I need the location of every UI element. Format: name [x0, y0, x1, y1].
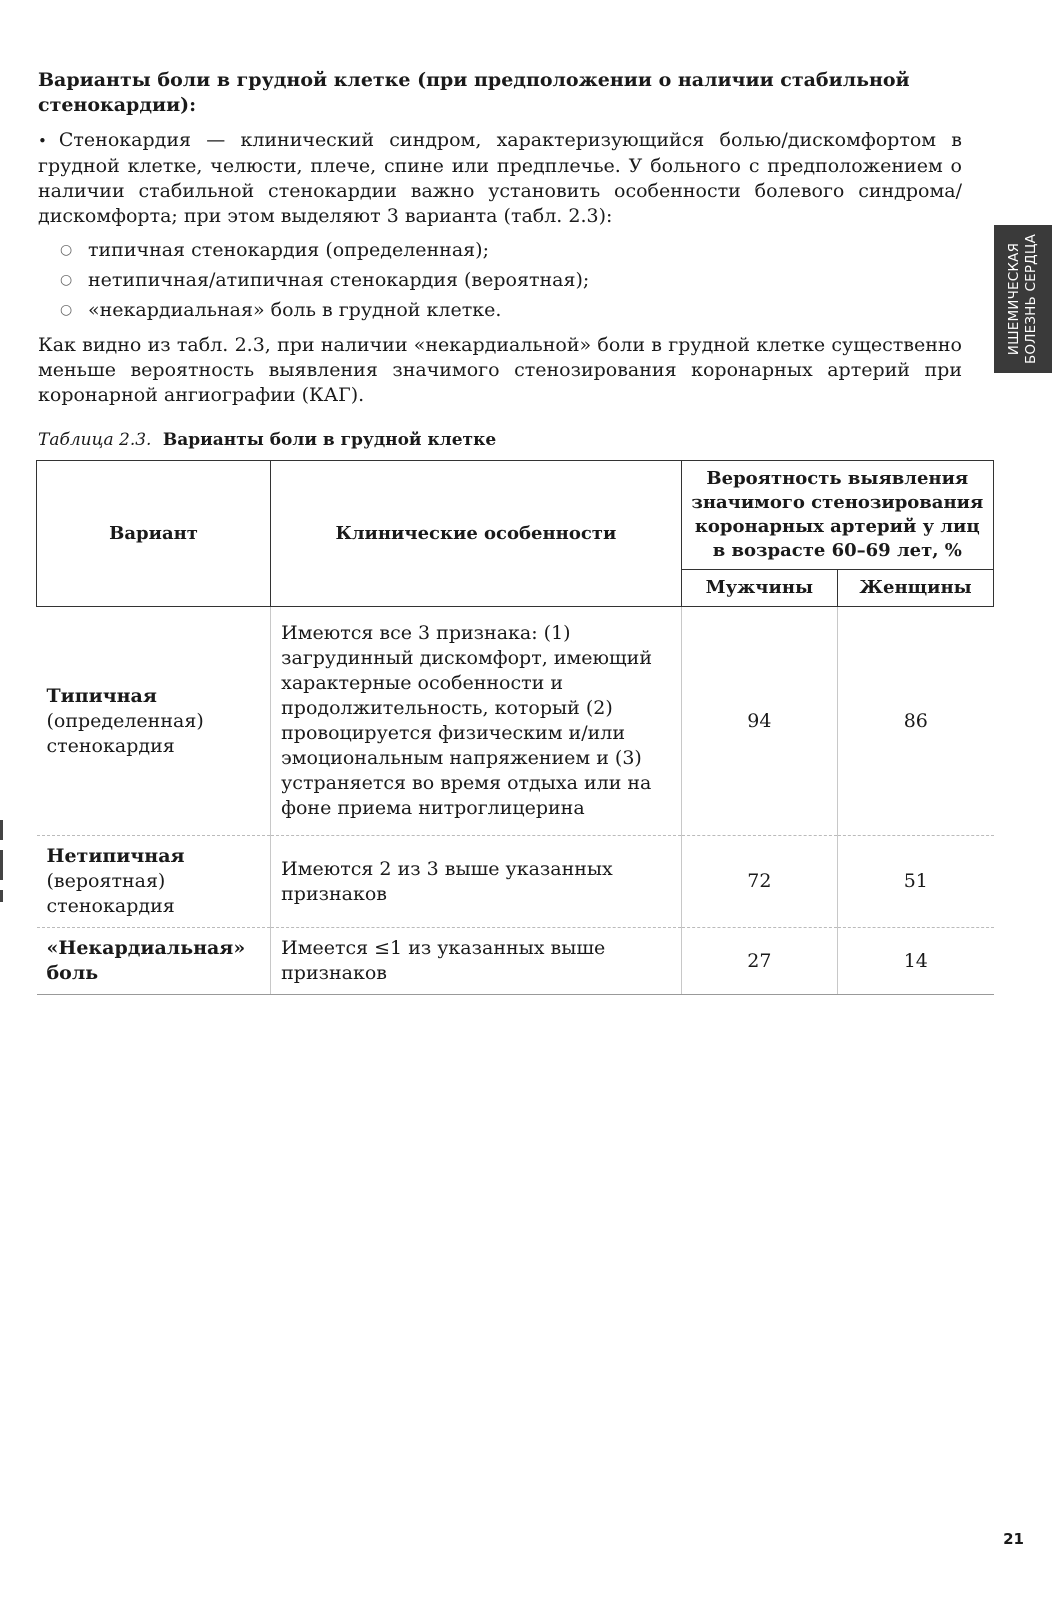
- margin-scan-marks: [0, 820, 4, 970]
- variant-list: [38, 235, 962, 325]
- section-heading: Варианты боли в грудной клетке (при предположении о наличии стабильной стенокардии):: [38, 69, 910, 116]
- page-number: 21: [1003, 1530, 1024, 1548]
- variant-cell: [37, 928, 271, 995]
- features-cell: Имеются 2 из 3 выше указанных признаков: [271, 836, 682, 928]
- margin-mark: [0, 820, 3, 840]
- men-value-cell: 72: [681, 836, 837, 928]
- variant-name-bold: «Некардиальная» боль: [46, 937, 246, 984]
- header-features: Клинические особенности: [271, 461, 682, 607]
- side-tab-line1: ИШЕМИЧЕСКАЯ: [1006, 242, 1022, 356]
- women-value-cell: 14: [838, 928, 994, 995]
- men-value-cell: 27: [681, 928, 837, 995]
- table-row: [37, 928, 994, 995]
- features-cell: Имеются все 3 признака: (1) загрудинный дискомфорт, имеющий характерные особенности и продолжительность, который (2) провоцируется физическим и/или эмоциональным напряжением и (3) устраняется во время отдыха или на фоне приема нитроглицерина: [271, 607, 682, 836]
- side-tab-line2: БОЛЕЗНЬ СЕРДЦА: [1023, 233, 1039, 365]
- variant-cell: [37, 836, 271, 928]
- men-value-cell: 94: [681, 607, 837, 836]
- table-caption: [38, 430, 962, 450]
- table-caption-label: Таблица 2.3.: [38, 430, 152, 450]
- header-probability: Вероятность выявления значимого стенозирования коронарных артерий у лиц в возрасте 60–69 лет, %: [681, 461, 993, 570]
- bullet-text: Стенокардия — клинический синдром, характеризующийся болью/дискомфортом в грудной клетке, челюсти, плече, спине или предплечье. У больного с предположением о наличии стабильной стенокардии важно установить особенности болевого синдрома/дискомфорта; при этом выделяют 3 варианта (табл. 2.3):: [38, 129, 962, 227]
- margin-mark: [0, 850, 3, 880]
- bullet-paragraph: [38, 128, 962, 229]
- variant-name-rest: (вероятная) стенокардия: [46, 870, 175, 917]
- header-women: Женщины: [838, 570, 994, 607]
- variant-name-bold: Типичная: [46, 684, 157, 707]
- circle-bullet-icon: ○: [60, 242, 73, 258]
- features-cell: Имеется ≤1 из указанных выше признаков: [271, 928, 682, 995]
- list-item-text: нетипичная/атипичная стенокардия (вероятная);: [88, 269, 590, 291]
- header-variant: Вариант: [37, 461, 271, 607]
- list-item: [38, 235, 962, 265]
- bullet-icon: •: [38, 132, 47, 150]
- table-caption-title: Варианты боли в грудной клетке: [162, 430, 497, 450]
- header-men: Мужчины: [681, 570, 837, 607]
- women-value-cell: 51: [838, 836, 994, 928]
- page-content: [38, 68, 984, 995]
- variant-name-bold: Нетипичная: [46, 845, 185, 867]
- list-item: [38, 265, 962, 295]
- pain-variants-table: [36, 460, 994, 995]
- women-value-cell: 86: [838, 607, 994, 836]
- margin-mark: [0, 890, 3, 902]
- list-item-text: «некардиальная» боль в грудной клетке.: [88, 299, 502, 321]
- table-row: [37, 607, 994, 836]
- circle-bullet-icon: ○: [60, 272, 73, 288]
- chapter-side-tab: [994, 225, 1052, 373]
- table-row: [37, 836, 994, 928]
- conclusion-paragraph: Как видно из табл. 2.3, при наличии «некардиальной» боли в грудной клетке существенно меньше вероятность выявления значимого стенозирования коронарных артерий при коронарной ангиографии (КАГ).: [38, 334, 962, 406]
- chapter-side-tab-text: [1006, 234, 1040, 364]
- variant-cell: [37, 607, 271, 836]
- variant-name-rest: (определенная) стенокардия: [46, 709, 204, 757]
- circle-bullet-icon: ○: [60, 302, 73, 318]
- list-item-text: типичная стенокардия (определенная);: [88, 239, 489, 261]
- list-item: [38, 295, 962, 325]
